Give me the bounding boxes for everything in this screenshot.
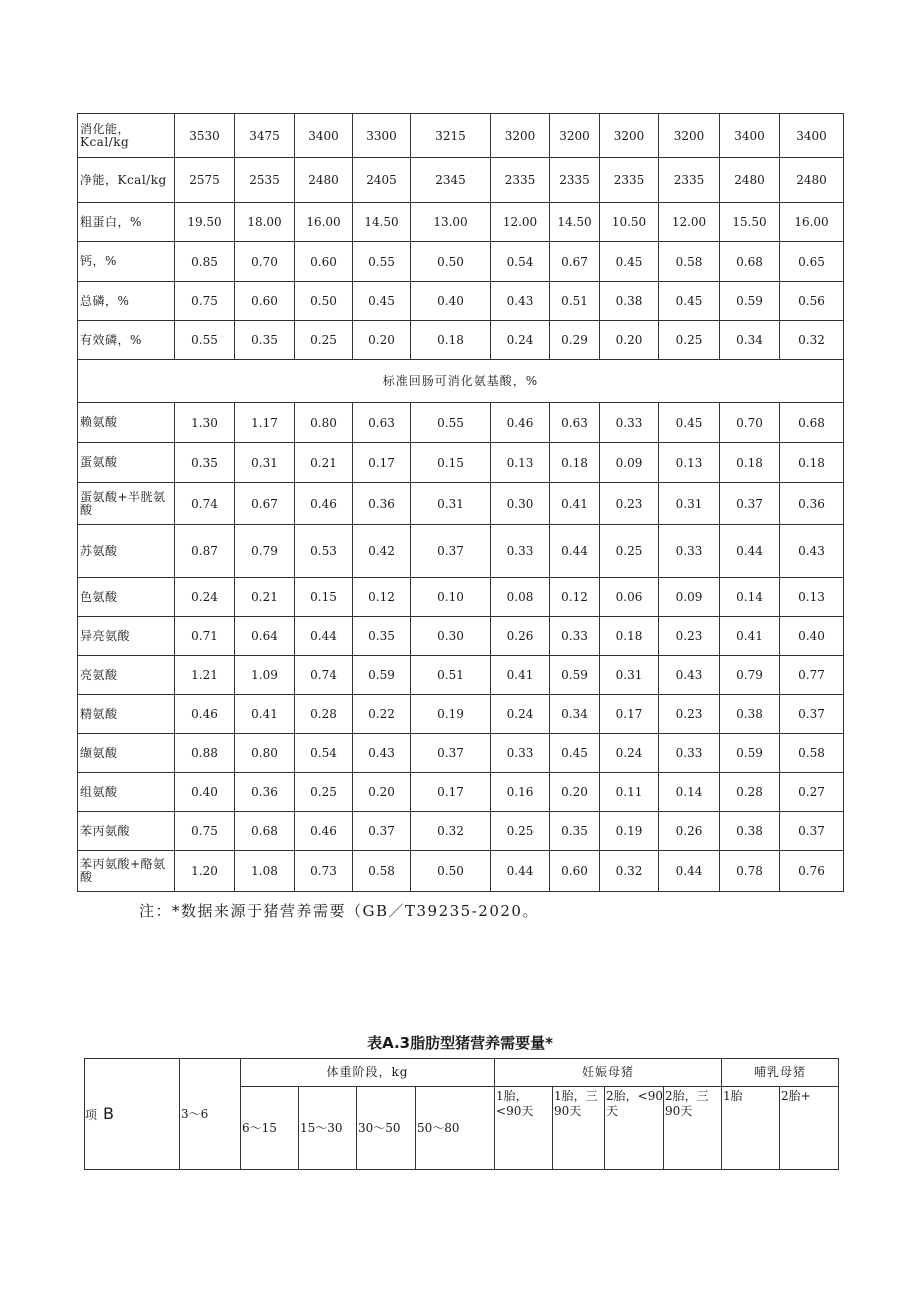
- value-cell: 0.36: [353, 483, 411, 525]
- value-cell: 0.19: [411, 695, 491, 734]
- value-cell: 0.60: [550, 851, 600, 892]
- value-cell: 1.08: [235, 851, 295, 892]
- value-cell: 0.46: [491, 403, 550, 443]
- value-cell: 0.24: [175, 578, 235, 617]
- value-cell: 0.37: [411, 734, 491, 773]
- value-cell: 0.33: [600, 403, 659, 443]
- row-label: 粗蛋白，%: [78, 203, 175, 242]
- value-cell: 0.77: [780, 656, 844, 695]
- value-cell: 0.73: [295, 851, 353, 892]
- value-cell: 10.50: [600, 203, 659, 242]
- table-row: [78, 203, 844, 242]
- table-row: [78, 617, 844, 656]
- column-header: 1胎，<90天: [495, 1087, 553, 1170]
- value-cell: 0.75: [175, 282, 235, 321]
- row-label: 蛋氨酸: [78, 443, 175, 483]
- column-header: 1胎: [722, 1087, 780, 1170]
- value-cell: 0.41: [550, 483, 600, 525]
- value-cell: 0.36: [235, 773, 295, 812]
- value-cell: 3400: [720, 114, 780, 158]
- group-header-pregnant: 妊娠母猪: [495, 1059, 722, 1087]
- value-cell: 0.51: [550, 282, 600, 321]
- value-cell: 0.14: [720, 578, 780, 617]
- value-cell: 0.63: [353, 403, 411, 443]
- value-cell: 13.00: [411, 203, 491, 242]
- value-cell: 0.60: [235, 282, 295, 321]
- row-label: 净能，Kcal/kg: [78, 158, 175, 203]
- value-cell: 0.79: [235, 525, 295, 578]
- value-cell: 18.00: [235, 203, 295, 242]
- table-row: [78, 812, 844, 851]
- value-cell: 3530: [175, 114, 235, 158]
- row-label: 异亮氨酸: [78, 617, 175, 656]
- value-cell: 0.71: [175, 617, 235, 656]
- value-cell: 0.38: [720, 812, 780, 851]
- group-header-lactating: 哺乳母猪: [722, 1059, 839, 1087]
- section-header-row: [78, 360, 844, 403]
- value-cell: 1.20: [175, 851, 235, 892]
- value-cell: 0.58: [353, 851, 411, 892]
- value-cell: 0.59: [550, 656, 600, 695]
- value-cell: 0.58: [780, 734, 844, 773]
- value-cell: 0.50: [411, 242, 491, 282]
- value-cell: 0.70: [235, 242, 295, 282]
- row-label: 色氨酸: [78, 578, 175, 617]
- value-cell: 0.68: [235, 812, 295, 851]
- value-cell: 0.30: [411, 617, 491, 656]
- value-cell: 0.44: [720, 525, 780, 578]
- value-cell: 0.50: [411, 851, 491, 892]
- row-label: 组氨酸: [78, 773, 175, 812]
- value-cell: 3475: [235, 114, 295, 158]
- table-row: [78, 695, 844, 734]
- value-cell: 0.35: [175, 443, 235, 483]
- value-cell: 0.32: [600, 851, 659, 892]
- value-cell: 2335: [550, 158, 600, 203]
- value-cell: 0.18: [550, 443, 600, 483]
- value-cell: 0.17: [600, 695, 659, 734]
- value-cell: 0.44: [491, 851, 550, 892]
- value-cell: 0.25: [491, 812, 550, 851]
- value-cell: 0.59: [720, 734, 780, 773]
- value-cell: 0.37: [411, 525, 491, 578]
- value-cell: 1.30: [175, 403, 235, 443]
- value-cell: 0.18: [780, 443, 844, 483]
- group-header-weight: 体重阶段，kg: [241, 1059, 495, 1087]
- value-cell: 0.33: [659, 525, 720, 578]
- table-row: [78, 851, 844, 892]
- value-cell: 0.30: [491, 483, 550, 525]
- value-cell: 1.17: [235, 403, 295, 443]
- value-cell: 0.40: [780, 617, 844, 656]
- value-cell: 0.37: [353, 812, 411, 851]
- value-cell: 0.43: [659, 656, 720, 695]
- value-cell: 0.67: [550, 242, 600, 282]
- value-cell: 2480: [780, 158, 844, 203]
- row-label: 消化能，Kcal/kg: [78, 114, 175, 158]
- value-cell: 0.15: [295, 578, 353, 617]
- value-cell: 2405: [353, 158, 411, 203]
- value-cell: 0.16: [491, 773, 550, 812]
- source-note: 注：*数据来源于猪营养需要（GB／T39235-2020。: [139, 902, 539, 920]
- value-cell: 0.19: [600, 812, 659, 851]
- value-cell: 0.23: [659, 695, 720, 734]
- value-cell: 0.32: [780, 321, 844, 360]
- value-cell: 2535: [235, 158, 295, 203]
- value-cell: 16.00: [295, 203, 353, 242]
- value-cell: 0.24: [491, 321, 550, 360]
- value-cell: 0.08: [491, 578, 550, 617]
- table-row: [78, 282, 844, 321]
- value-cell: 0.11: [600, 773, 659, 812]
- value-cell: 0.59: [353, 656, 411, 695]
- row-label: 赖氨酸: [78, 403, 175, 443]
- row-label: 缬氨酸: [78, 734, 175, 773]
- value-cell: 0.67: [235, 483, 295, 525]
- column-header: 3～6: [180, 1059, 241, 1170]
- value-cell: 0.75: [175, 812, 235, 851]
- value-cell: 0.23: [659, 617, 720, 656]
- value-cell: 0.31: [659, 483, 720, 525]
- value-cell: 16.00: [780, 203, 844, 242]
- value-cell: 0.64: [235, 617, 295, 656]
- value-cell: 0.37: [780, 695, 844, 734]
- group-header-row: [85, 1059, 839, 1087]
- value-cell: 0.38: [600, 282, 659, 321]
- table-row: [78, 656, 844, 695]
- column-header: 2胎，<90天: [605, 1087, 664, 1170]
- value-cell: 0.37: [780, 812, 844, 851]
- column-header: 2胎+: [780, 1087, 839, 1170]
- value-cell: 0.45: [659, 282, 720, 321]
- value-cell: 0.26: [659, 812, 720, 851]
- column-header: 6～15: [241, 1087, 299, 1170]
- column-header: 30～50: [357, 1087, 416, 1170]
- value-cell: 0.25: [659, 321, 720, 360]
- value-cell: 0.32: [411, 812, 491, 851]
- value-cell: 0.44: [659, 851, 720, 892]
- value-cell: 0.54: [491, 242, 550, 282]
- value-cell: 0.46: [295, 812, 353, 851]
- value-cell: 0.80: [235, 734, 295, 773]
- table-row: [78, 525, 844, 578]
- value-cell: 1.09: [235, 656, 295, 695]
- table-row: [78, 403, 844, 443]
- value-cell: 14.50: [353, 203, 411, 242]
- value-cell: 0.27: [780, 773, 844, 812]
- value-cell: 0.41: [720, 617, 780, 656]
- value-cell: 0.25: [295, 773, 353, 812]
- value-cell: 0.79: [720, 656, 780, 695]
- value-cell: 0.13: [659, 443, 720, 483]
- value-cell: 0.29: [550, 321, 600, 360]
- value-cell: 0.33: [491, 734, 550, 773]
- value-cell: 3300: [353, 114, 411, 158]
- value-cell: 0.20: [550, 773, 600, 812]
- value-cell: 2480: [720, 158, 780, 203]
- value-cell: 0.38: [720, 695, 780, 734]
- value-cell: 0.25: [295, 321, 353, 360]
- value-cell: 0.18: [720, 443, 780, 483]
- value-cell: 0.33: [491, 525, 550, 578]
- value-cell: 0.35: [235, 321, 295, 360]
- value-cell: 0.17: [353, 443, 411, 483]
- row-label: 有效磷，%: [78, 321, 175, 360]
- value-cell: 0.58: [659, 242, 720, 282]
- value-cell: 0.55: [411, 403, 491, 443]
- value-cell: 0.17: [411, 773, 491, 812]
- table-row: [78, 158, 844, 203]
- column-header: 2胎，三90天: [664, 1087, 722, 1170]
- value-cell: 0.43: [491, 282, 550, 321]
- value-cell: 2575: [175, 158, 235, 203]
- row-label: 苯丙氨酸+酪氨酸: [78, 851, 175, 892]
- value-cell: 0.63: [550, 403, 600, 443]
- value-cell: 0.78: [720, 851, 780, 892]
- value-cell: 12.00: [491, 203, 550, 242]
- value-cell: 2480: [295, 158, 353, 203]
- value-cell: 0.42: [353, 525, 411, 578]
- value-cell: 0.36: [780, 483, 844, 525]
- value-cell: 12.00: [659, 203, 720, 242]
- value-cell: 0.23: [600, 483, 659, 525]
- value-cell: 0.41: [235, 695, 295, 734]
- value-cell: 0.44: [295, 617, 353, 656]
- value-cell: 0.18: [411, 321, 491, 360]
- row-label: 钙，%: [78, 242, 175, 282]
- value-cell: 0.55: [175, 321, 235, 360]
- value-cell: 0.21: [295, 443, 353, 483]
- value-cell: 3200: [659, 114, 720, 158]
- value-cell: 0.45: [659, 403, 720, 443]
- value-cell: 2345: [411, 158, 491, 203]
- column-header: 15～30: [299, 1087, 357, 1170]
- value-cell: 0.31: [411, 483, 491, 525]
- value-cell: 0.55: [353, 242, 411, 282]
- value-cell: 0.40: [411, 282, 491, 321]
- value-cell: 0.46: [295, 483, 353, 525]
- value-cell: 0.51: [411, 656, 491, 695]
- nutrient-requirement-table: [77, 113, 844, 892]
- value-cell: 0.28: [295, 695, 353, 734]
- value-cell: 0.20: [600, 321, 659, 360]
- row-label: 苏氨酸: [78, 525, 175, 578]
- value-cell: 0.35: [353, 617, 411, 656]
- value-cell: 0.25: [600, 525, 659, 578]
- value-cell: 2335: [600, 158, 659, 203]
- value-cell: 0.09: [600, 443, 659, 483]
- value-cell: 0.34: [550, 695, 600, 734]
- value-cell: 0.34: [720, 321, 780, 360]
- section-header: 标准回肠可消化氨基酸，%: [78, 360, 844, 403]
- value-cell: 0.18: [600, 617, 659, 656]
- value-cell: 1.21: [175, 656, 235, 695]
- value-cell: 0.13: [780, 578, 844, 617]
- value-cell: 0.74: [295, 656, 353, 695]
- value-cell: 0.31: [600, 656, 659, 695]
- value-cell: 0.76: [780, 851, 844, 892]
- table-row: [78, 773, 844, 812]
- value-cell: 0.10: [411, 578, 491, 617]
- value-cell: 0.28: [720, 773, 780, 812]
- value-cell: 0.54: [295, 734, 353, 773]
- value-cell: 3200: [550, 114, 600, 158]
- row-label: 亮氨酸: [78, 656, 175, 695]
- value-cell: 0.31: [235, 443, 295, 483]
- row-label: 精氨酸: [78, 695, 175, 734]
- value-cell: 0.14: [659, 773, 720, 812]
- item-label-letter: B: [103, 1103, 114, 1123]
- value-cell: 0.40: [175, 773, 235, 812]
- column-header: 50～80: [416, 1087, 495, 1170]
- table-row: [78, 578, 844, 617]
- value-cell: 0.24: [491, 695, 550, 734]
- value-cell: 0.45: [353, 282, 411, 321]
- value-cell: 0.45: [550, 734, 600, 773]
- value-cell: 0.68: [780, 403, 844, 443]
- value-cell: 0.20: [353, 321, 411, 360]
- value-cell: 3400: [295, 114, 353, 158]
- value-cell: 0.12: [550, 578, 600, 617]
- value-cell: 0.46: [175, 695, 235, 734]
- value-cell: 0.13: [491, 443, 550, 483]
- value-cell: 0.33: [659, 734, 720, 773]
- value-cell: 0.37: [720, 483, 780, 525]
- value-cell: 0.43: [780, 525, 844, 578]
- value-cell: 0.22: [353, 695, 411, 734]
- value-cell: 3215: [411, 114, 491, 158]
- value-cell: 0.60: [295, 242, 353, 282]
- value-cell: 0.21: [235, 578, 295, 617]
- value-cell: 0.70: [720, 403, 780, 443]
- value-cell: 0.24: [600, 734, 659, 773]
- value-cell: 0.59: [720, 282, 780, 321]
- table-a3-title: 表A.3脂肪型猪营养需要量*: [367, 1034, 553, 1052]
- value-cell: 0.06: [600, 578, 659, 617]
- value-cell: 0.41: [491, 656, 550, 695]
- value-cell: 0.80: [295, 403, 353, 443]
- value-cell: 0.56: [780, 282, 844, 321]
- column-header: 1胎，三90天: [553, 1087, 605, 1170]
- value-cell: 0.74: [175, 483, 235, 525]
- value-cell: 0.53: [295, 525, 353, 578]
- value-cell: 2335: [491, 158, 550, 203]
- value-cell: 0.43: [353, 734, 411, 773]
- value-cell: 3400: [780, 114, 844, 158]
- value-cell: 0.15: [411, 443, 491, 483]
- value-cell: 0.85: [175, 242, 235, 282]
- value-cell: 19.50: [175, 203, 235, 242]
- value-cell: 0.65: [780, 242, 844, 282]
- fat-type-pig-requirement-table: [84, 1058, 839, 1170]
- value-cell: 0.68: [720, 242, 780, 282]
- value-cell: 0.26: [491, 617, 550, 656]
- table-row: [78, 483, 844, 525]
- table-row: [78, 242, 844, 282]
- row-label: 总磷，%: [78, 282, 175, 321]
- row-label: 苯丙氨酸: [78, 812, 175, 851]
- value-cell: 0.09: [659, 578, 720, 617]
- value-cell: 14.50: [550, 203, 600, 242]
- value-cell: 0.35: [550, 812, 600, 851]
- table-row: [78, 443, 844, 483]
- value-cell: 3200: [491, 114, 550, 158]
- value-cell: 0.20: [353, 773, 411, 812]
- item-label-prefix: 项: [85, 1107, 98, 1122]
- table-row: [78, 734, 844, 773]
- value-cell: 0.44: [550, 525, 600, 578]
- value-cell: 3200: [600, 114, 659, 158]
- value-cell: 15.50: [720, 203, 780, 242]
- value-cell: 0.12: [353, 578, 411, 617]
- value-cell: 0.45: [600, 242, 659, 282]
- value-cell: 0.87: [175, 525, 235, 578]
- value-cell: 0.50: [295, 282, 353, 321]
- value-cell: 2335: [659, 158, 720, 203]
- table-row: [78, 321, 844, 360]
- item-header-cell: [85, 1059, 180, 1170]
- table-row: [78, 114, 844, 158]
- value-cell: 0.33: [550, 617, 600, 656]
- value-cell: 0.88: [175, 734, 235, 773]
- row-label: 蛋氨酸+半胱氨酸: [78, 483, 175, 525]
